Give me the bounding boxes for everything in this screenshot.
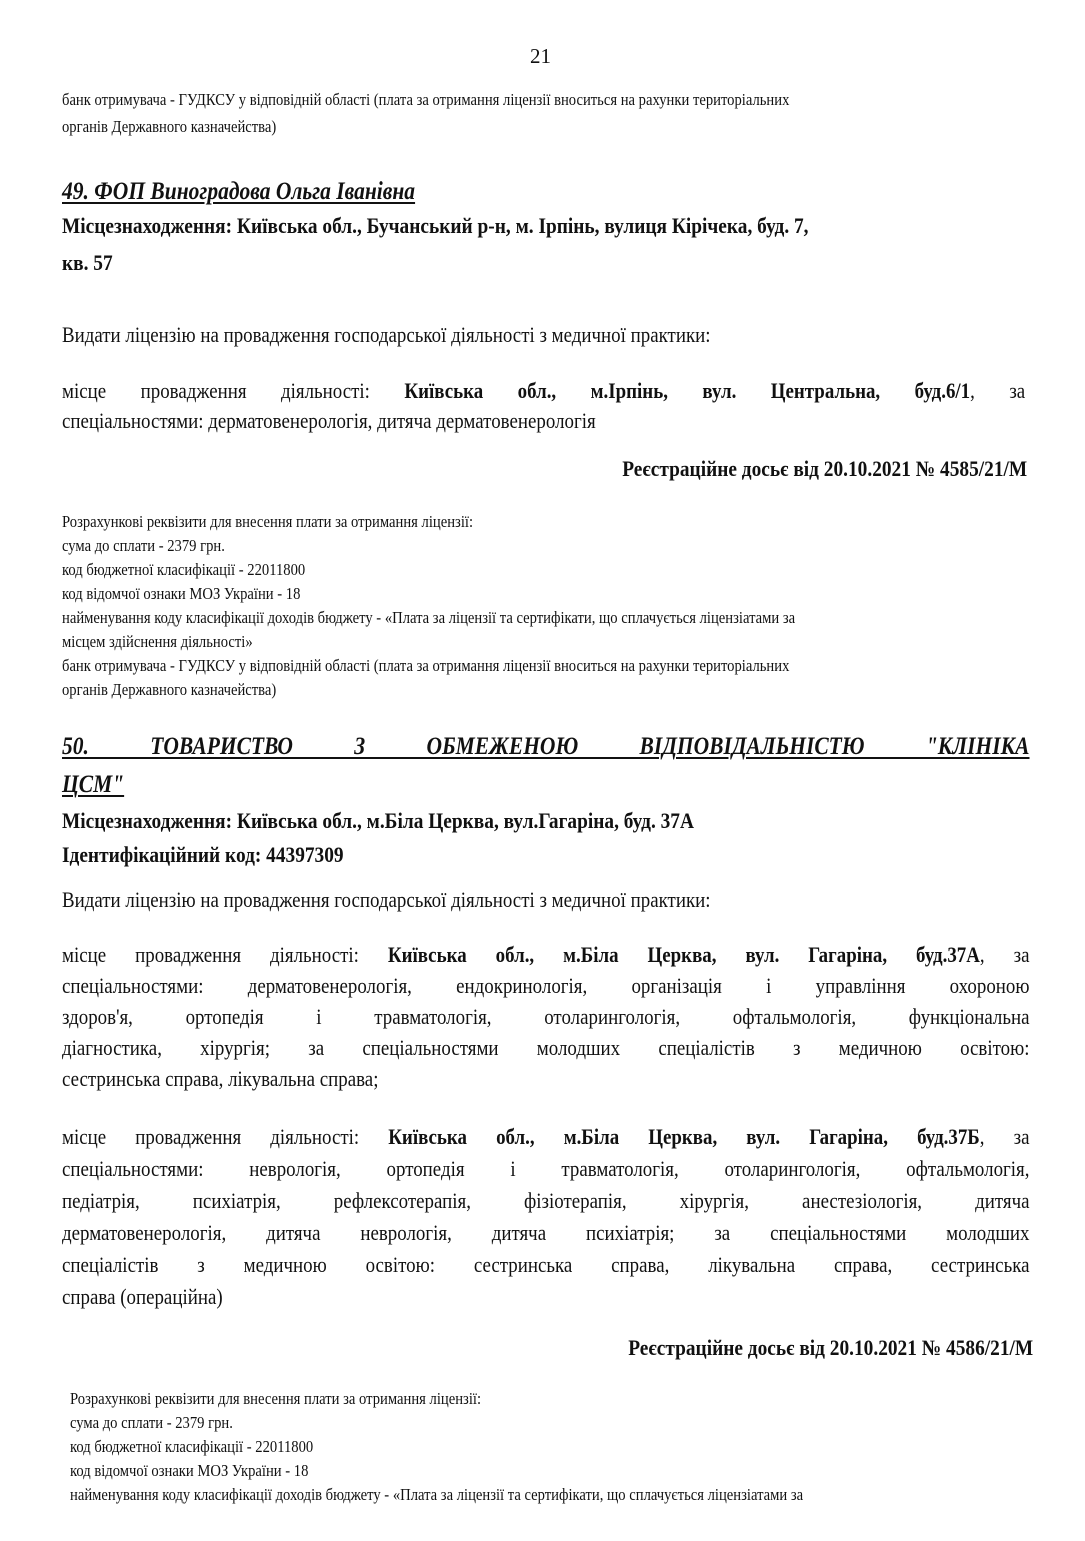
entry-49-registration: Реєстраційне досьє від 20.10.2021 № 4585/21/М [622,456,1027,481]
continuation-line-2: органів Державного казначейства) [62,117,277,136]
entry-50-location: Місцезнаходження: Київська обл., м.Біла Церква, вул.Гагаріна, буд. 37А [62,808,694,833]
place-address: Київська обл., м.Ірпінь, вул. Центральна, буд.6/1 [404,378,971,403]
place-1-line: діагностика, хірургія; за спеціальностями молодших спеціалістів з медичною освітою: [62,1035,1030,1060]
place-suffix: , за [979,1124,1030,1149]
payment-line: код відомчої ознаки МОЗ України - 18 [70,1461,309,1480]
entry-49-location-line-2: кв. 57 [62,250,113,275]
payment-line: органів Державного казначейства) [62,680,277,699]
place-address: Київська обл., м.Біла Церква, вул. Гагаріна, буд.37Б [388,1124,980,1149]
place-2-line: педіатрія, психіатрія, рефлексотерапія, фізіотерапія, хірургія, анестезіологія, дитяча [62,1188,1030,1213]
entry-50-issue-text: Видати ліцензію на провадження господарської діяльності з медичної практики: [62,887,711,912]
place-1-line: здоров'я, ортопедія і травматологія, отоларингологія, офтальмологія, функціональна [62,1004,1030,1029]
place-prefix: місце провадження діяльності: [62,942,388,967]
payment-line: код відомчої ознаки МОЗ України - 18 [62,584,301,603]
continuation-line-1: банк отримувача - ГУДКСУ у відповідній області (плата за отримання ліцензії вноситься на рахунки територіальних [62,90,790,109]
entry-49-heading: 49. ФОП Виноградова Ольга Іванівна [62,178,416,205]
payment-line: Розрахункові реквізити для внесення плати за отримання ліцензії: [70,1389,482,1408]
entry-50-heading-line-2: ЦСМ" [62,771,125,798]
place-prefix: місце провадження діяльності: [62,378,405,403]
payment-line: банк отримувача - ГУДКСУ у відповідній області (плата за отримання ліцензії вноситься на рахунки територіальних [62,656,790,675]
payment-line: найменування коду класифікації доходів бюджету - «Плата за ліцензії та сертифікати, що сплачується ліцензіатами за [62,608,796,627]
payment-line: сума до сплати - 2379 грн. [62,536,225,555]
place-1-line: сестринська справа, лікувальна справа; [62,1066,379,1091]
page-number: 21 [530,44,551,68]
entry-49-specialties: спеціальностями: дерматовенерологія, дитяча дерматовенерологія [62,408,596,433]
entry-49-place [62,378,1025,404]
payment-line: код бюджетної класифікації - 22011800 [62,560,306,579]
payment-line: Розрахункові реквізити для внесення плати за отримання ліцензії: [62,512,474,531]
entry-49-issue-text: Видати ліцензію на провадження господарської діяльності з медичної практики: [62,322,711,347]
entry-50-id-code: Ідентифікаційний код: 44397309 [62,842,344,867]
place-prefix: місце провадження діяльності: [62,1124,389,1149]
place-address: Київська обл., м.Біла Церква, вул. Гагаріна, буд.37А [387,942,980,967]
place-suffix: , за [970,378,1026,403]
entry-50-registration: Реєстраційне досьє від 20.10.2021 № 4586/21/М [628,1335,1033,1360]
payment-line: місцем здійснення діяльності» [62,632,253,651]
place-1-line: спеціальностями: дерматовенерологія, ендокринологія, організація і управління охороною [62,973,1030,998]
payment-line: сума до сплати - 2379 грн. [70,1413,233,1432]
place-2-line: справа (операційна) [62,1284,223,1309]
entry-49-location-line-1: Місцезнаходження: Київська обл., Бучанський р-н, м. Ірпінь, вулиця Кірічека, буд. 7, [62,213,809,238]
payment-line: найменування коду класифікації доходів бюджету - «Плата за ліцензії та сертифікати, що сплачується ліцензіатами за [70,1485,804,1504]
place-1-header [62,942,1030,968]
place-2-line: спеціалістів з медичною освітою: сестринська справа, лікувальна справа, сестринська [62,1252,1030,1277]
place-2-header [62,1124,1030,1150]
place-2-line: спеціальностями: неврологія, ортопедія і травматологія, отоларингологія, офтальмологія, [62,1156,1030,1181]
payment-line: код бюджетної класифікації - 22011800 [70,1437,314,1456]
place-suffix: , за [979,942,1030,967]
place-2-line: дерматовенерологія, дитяча неврологія, дитяча психіатрія; за спеціальностями молодших [62,1220,1030,1245]
entry-50-heading-line-1: 50. ТОВАРИСТВО З ОБМЕЖЕНОЮ ВІДПОВІДАЛЬНІСТЮ "КЛІНІКА [62,733,1030,760]
